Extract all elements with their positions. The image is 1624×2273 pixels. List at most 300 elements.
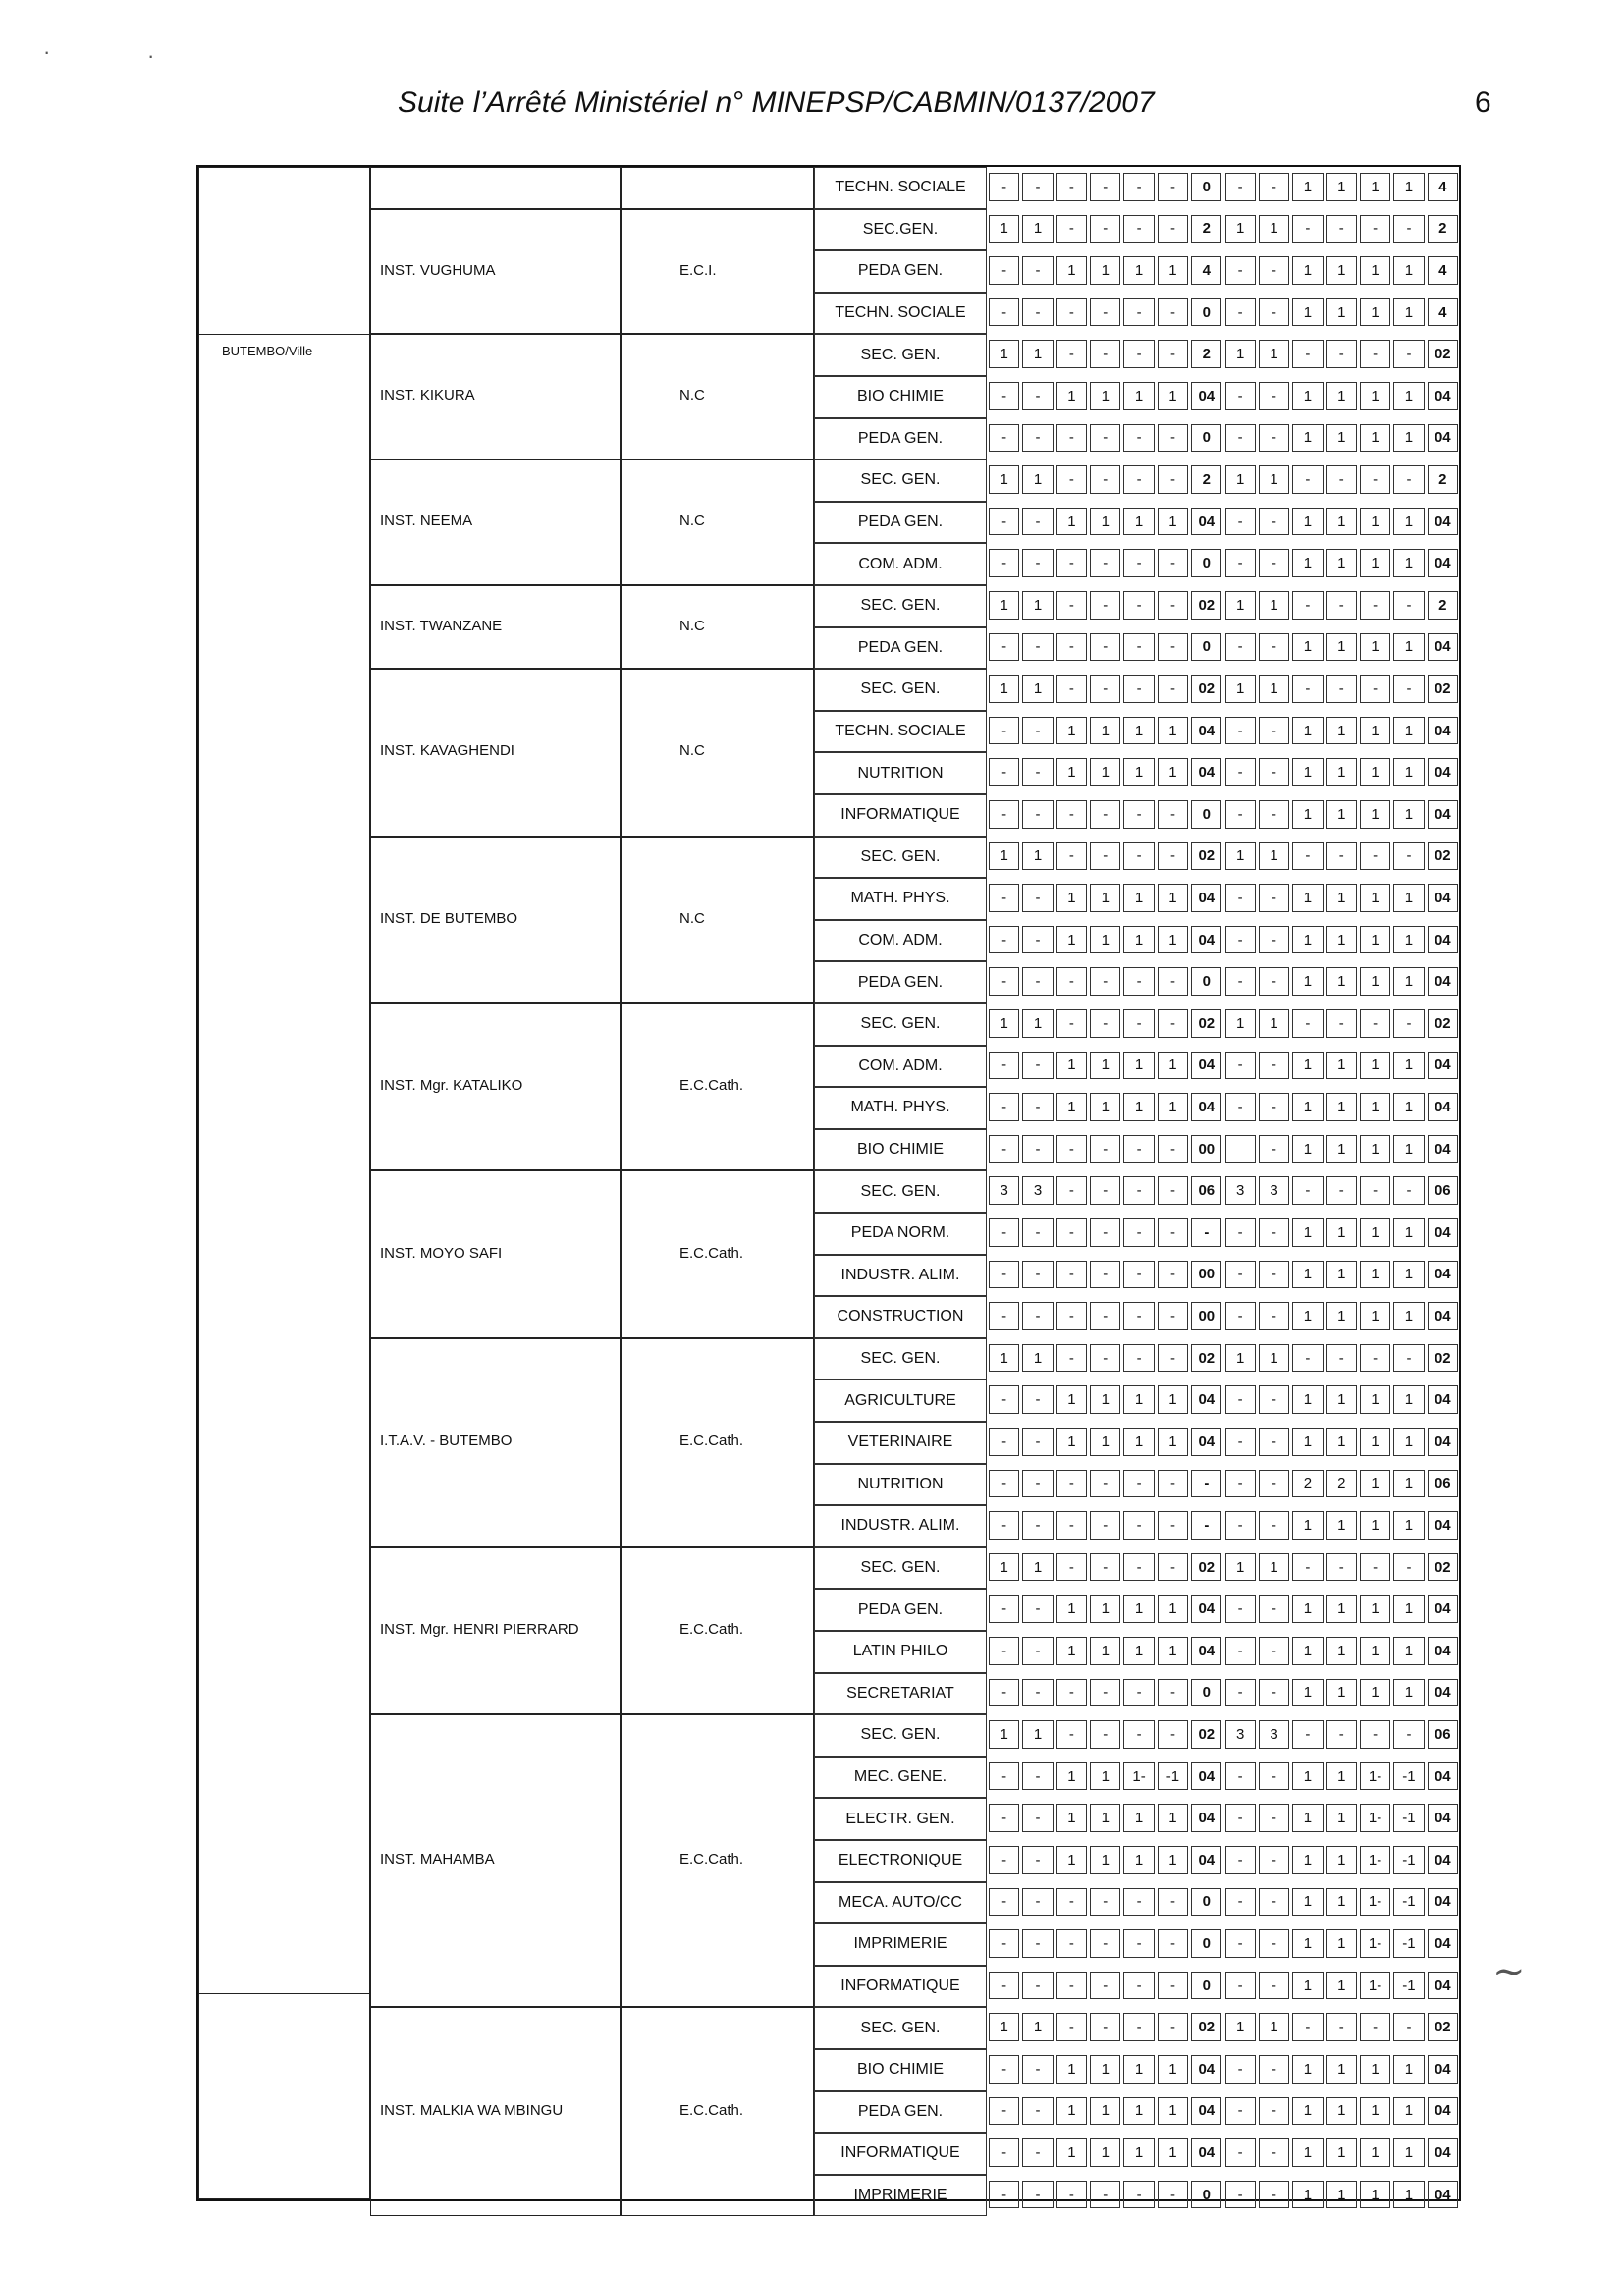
value-cell: - (1056, 1511, 1087, 1540)
value-cell: 1 (1326, 298, 1357, 327)
section-cell: SEC.GEN. (814, 209, 987, 251)
value-cell: - (1259, 382, 1289, 410)
value-cell: - (1225, 1846, 1256, 1874)
value-cell: 1 (1326, 800, 1357, 829)
value-cell: - (1158, 1176, 1188, 1205)
school-name: INST. NEEMA (380, 513, 473, 530)
value-cell: 1 (1292, 1385, 1323, 1414)
value-cell: 1 (1022, 340, 1053, 368)
value-cell: 1 (1326, 549, 1357, 577)
school-name: I.T.A.V. - BUTEMBO (380, 1433, 513, 1450)
value-cell: - (1158, 1218, 1188, 1247)
section-cell: MATH. PHYS. (814, 878, 987, 920)
scan-speck: · (43, 39, 51, 64)
value-cell: 04 (1428, 1972, 1458, 2000)
value-cell: 1 (1158, 1804, 1188, 1832)
section-cell: BIO CHIMIE (814, 1129, 987, 1171)
value-cell: 1 (1056, 2097, 1087, 2126)
value-cell: 04 (1428, 1261, 1458, 1289)
value-cell: - (989, 884, 1019, 912)
value-cell: - (1225, 424, 1256, 453)
value-cell: - (1090, 424, 1120, 453)
value-cell: 1 (1158, 1385, 1188, 1414)
value-cell: 1 (1393, 256, 1424, 285)
value-cell: - (1158, 1135, 1188, 1164)
value-cell: - (1090, 2013, 1120, 2041)
value-cell: 1 (1292, 1052, 1323, 1080)
section-cell: COM. ADM. (814, 920, 987, 962)
value-cell: - (1123, 549, 1154, 577)
value-cell: 1 (1326, 1972, 1357, 2000)
value-cell: 1 (1326, 2097, 1357, 2126)
value-cell: 1 (1158, 2138, 1188, 2167)
value-cell: 04 (1191, 1637, 1221, 1665)
value-cell: 1 (1393, 1595, 1424, 1623)
value-cell: 1- (1360, 1846, 1390, 1874)
value-cell: - (1022, 256, 1053, 285)
value-cell: - (989, 1218, 1019, 1247)
value-cell: - (1056, 1470, 1087, 1498)
value-cell: - (1056, 298, 1087, 327)
value-cell: 1 (1393, 884, 1424, 912)
value-cell: - (1393, 1720, 1424, 1749)
value-cell: 04 (1191, 508, 1221, 536)
value-cell: - (1225, 1470, 1256, 1498)
value-cell: - (1292, 842, 1323, 871)
value-cell: 2 (1191, 215, 1221, 244)
value-cell: 04 (1428, 926, 1458, 954)
value-cell: - (1393, 1553, 1424, 1582)
value-cell: 1 (1292, 508, 1323, 536)
value-cell: 1 (1326, 256, 1357, 285)
value-cell: - (1393, 340, 1424, 368)
value-cell: - (1225, 1052, 1256, 1080)
value-cell: 04 (1428, 2055, 1458, 2084)
value-cell: 04 (1428, 884, 1458, 912)
value-cell: - (989, 1302, 1019, 1330)
value-cell: 04 (1428, 1762, 1458, 1791)
value-cell: 1 (1292, 2181, 1323, 2209)
value-cell: 1 (1393, 1302, 1424, 1330)
value-cell: 1 (1326, 173, 1357, 201)
value-cell: - (989, 2181, 1019, 2209)
school-name: INST. TWANZANE (380, 617, 503, 634)
value-cell: 1 (1292, 424, 1323, 453)
value-cell: - (1056, 675, 1087, 703)
value-cell: - (1090, 1261, 1120, 1289)
value-cell: 0 (1191, 549, 1221, 577)
value-cell: - (1225, 717, 1256, 745)
value-cell: 02 (1428, 2013, 1458, 2041)
value-cell: - (1191, 1470, 1221, 1498)
school-name: INST. MALKIA WA MBINGU (380, 2101, 564, 2119)
value-cell: 06 (1428, 1470, 1458, 1498)
value-cell: - (1123, 298, 1154, 327)
value-cell: - (989, 1135, 1019, 1164)
value-cell: - (1056, 1009, 1087, 1038)
value-cell: - (1123, 591, 1154, 620)
value-cell: 1 (1090, 382, 1120, 410)
value-cell: 1 (1393, 758, 1424, 786)
value-cell: - (1259, 1972, 1289, 2000)
value-cell: - (1259, 967, 1289, 996)
value-cell: 02 (1428, 340, 1458, 368)
value-cell: - (1158, 967, 1188, 996)
value-cell: 04 (1428, 1679, 1458, 1707)
value-cell: - (1326, 1553, 1357, 1582)
value-cell: 04 (1428, 1846, 1458, 1874)
value-cell: 1 (1326, 1762, 1357, 1791)
value-cell: - (1158, 215, 1188, 244)
value-cell: 1 (1393, 800, 1424, 829)
value-cell: - (1022, 633, 1053, 662)
value-cell: 1 (1360, 967, 1390, 996)
value-cell: 1 (1056, 382, 1087, 410)
value-cell: 1 (1022, 2013, 1053, 2041)
value-cell: 3 (1225, 1720, 1256, 1749)
value-cell: 4 (1428, 298, 1458, 327)
value-cell: - (1123, 1553, 1154, 1582)
value-cell: 3 (1259, 1176, 1289, 1205)
value-cell: - (1158, 1929, 1188, 1958)
value-cell: - (1259, 1261, 1289, 1289)
value-cell: - (989, 1093, 1019, 1121)
value-cell: 1 (1022, 1009, 1053, 1038)
value-cell: 1 (1292, 382, 1323, 410)
value-cell: - (1022, 1511, 1053, 1540)
value-cell: 1 (1022, 1344, 1053, 1373)
value-cell: 2 (1191, 465, 1221, 494)
value-cell: 04 (1428, 1135, 1458, 1164)
value-cell: - (1123, 1720, 1154, 1749)
value-cell: - (1090, 1720, 1120, 1749)
value-cell: - (1292, 2013, 1323, 2041)
value-cell: 1 (1360, 424, 1390, 453)
value-cell: - (1123, 1218, 1154, 1247)
value-cell: - (1259, 1428, 1289, 1456)
handwritten-initials: ~ (1492, 1949, 1526, 1994)
value-cell: 04 (1428, 967, 1458, 996)
value-cell: - (1022, 424, 1053, 453)
value-cell: - (1056, 1679, 1087, 1707)
value-cell: 1 (1360, 1511, 1390, 1540)
value-cell: - (1225, 1679, 1256, 1707)
value-cell: 04 (1428, 424, 1458, 453)
value-cell: 1 (1360, 1261, 1390, 1289)
value-cell: 02 (1428, 1553, 1458, 1582)
value-cell: 1 (1393, 1679, 1424, 1707)
value-cell: - (1225, 1929, 1256, 1958)
value-cell: - (1123, 2013, 1154, 2041)
value-cell: 1 (1123, 1637, 1154, 1665)
value-cell: - (1360, 465, 1390, 494)
value-cell: - (1123, 842, 1154, 871)
school-name: INST. VUGHUMA (380, 261, 496, 279)
value-cell: - (1056, 173, 1087, 201)
value-cell: 0 (1191, 1888, 1221, 1917)
value-cell: 04 (1428, 1804, 1458, 1832)
value-cell: 1 (1393, 173, 1424, 201)
value-cell: 1 (1360, 256, 1390, 285)
value-cell: 06 (1428, 1176, 1458, 1205)
value-cell: - (1259, 2055, 1289, 2084)
value-cell: 04 (1428, 2138, 1458, 2167)
value-cell: 1 (1292, 256, 1323, 285)
value-cell: 1 (1225, 340, 1256, 368)
section-cell: SEC. GEN. (814, 1170, 987, 1213)
value-cell: - (1259, 1135, 1289, 1164)
value-cell: 1 (1090, 256, 1120, 285)
value-cell: - (1090, 842, 1120, 871)
value-cell: - (989, 1637, 1019, 1665)
value-cell: 04 (1428, 758, 1458, 786)
value-cell: - (989, 1972, 1019, 2000)
value-cell: 1 (1292, 1888, 1323, 1917)
value-cell: 1 (1090, 1637, 1120, 1665)
value-cell: 1 (989, 2013, 1019, 2041)
value-cell: 1 (1292, 758, 1323, 786)
value-cell: - (1090, 549, 1120, 577)
value-cell: 1 (1123, 382, 1154, 410)
value-cell: 1 (1360, 1093, 1390, 1121)
school-name: INST. MAHAMBA (380, 1851, 495, 1868)
value-cell: - (1158, 1888, 1188, 1917)
value-cell: - (1022, 382, 1053, 410)
value-cell: - (1259, 1846, 1289, 1874)
value-cell: - (1056, 1888, 1087, 1917)
school-name-cell (370, 167, 621, 209)
value-cell: - (1326, 842, 1357, 871)
value-cell: - (1360, 1176, 1390, 1205)
value-cell: 04 (1191, 1093, 1221, 1121)
value-cell: 04 (1428, 508, 1458, 536)
value-cell: - (1090, 465, 1120, 494)
value-cell: 1 (1090, 1804, 1120, 1832)
value-cell: - (1158, 1720, 1188, 1749)
value-cell: - (1326, 1009, 1357, 1038)
value-cell: 02 (1428, 675, 1458, 703)
value-cell: 2 (1292, 1470, 1323, 1498)
value-cell: 1 (1022, 215, 1053, 244)
value-cell: 1 (1326, 1595, 1357, 1623)
value-cell: 04 (1191, 2097, 1221, 2126)
value-cell: 1 (1123, 1846, 1154, 1874)
value-cell: 1 (1259, 2013, 1289, 2041)
value-cell: 1 (1292, 1846, 1323, 1874)
value-cell: 02 (1191, 842, 1221, 871)
value-cell: 04 (1428, 1637, 1458, 1665)
value-cell: 04 (1428, 633, 1458, 662)
value-cell: - (1123, 1679, 1154, 1707)
value-cell: - (1158, 800, 1188, 829)
value-cell: - (1056, 1176, 1087, 1205)
value-cell: 1 (1022, 842, 1053, 871)
value-cell: - (1022, 1428, 1053, 1456)
value-cell: 1 (1393, 633, 1424, 662)
value-cell: - (1022, 1888, 1053, 1917)
value-cell: 1 (1326, 1804, 1357, 1832)
value-cell: - (1090, 1888, 1120, 1917)
section-cell: MATH. PHYS. (814, 1087, 987, 1129)
value-cell: 1 (1292, 1302, 1323, 1330)
value-cell: 1 (1158, 2097, 1188, 2126)
value-cell: 4 (1428, 173, 1458, 201)
value-cell: 1 (1393, 1385, 1424, 1414)
region-divider (198, 1993, 370, 1994)
value-cell: 1 (1259, 340, 1289, 368)
value-cell: 1 (989, 1720, 1019, 1749)
value-cell: - (1022, 1972, 1053, 2000)
value-cell: 04 (1428, 1093, 1458, 1121)
value-cell: - (989, 1385, 1019, 1414)
value-cell: - (1393, 1176, 1424, 1205)
value-cell: 1 (1326, 508, 1357, 536)
value-cell: 1 (1326, 1218, 1357, 1247)
value-cell: - (1259, 1929, 1289, 1958)
value-cell: 1 (1123, 1093, 1154, 1121)
value-cell: 1 (1158, 1093, 1188, 1121)
value-cell: - (1225, 1093, 1256, 1121)
value-cell: 04 (1191, 1385, 1221, 1414)
value-cell: - (989, 717, 1019, 745)
value-cell: 00 (1191, 1302, 1221, 1330)
value-cell: 1 (1292, 1679, 1323, 1707)
value-cell: 06 (1428, 1720, 1458, 1749)
value-cell: 1 (1360, 1135, 1390, 1164)
value-cell: 04 (1428, 1428, 1458, 1456)
value-cell: - (1123, 340, 1154, 368)
value-cell: - (1259, 758, 1289, 786)
value-cell: 1 (1090, 884, 1120, 912)
value-cell: - (1056, 1218, 1087, 1247)
value-cell: 06 (1191, 1176, 1221, 1205)
value-cell: - (1259, 1804, 1289, 1832)
school-org: E.C.I. (679, 261, 717, 279)
section-cell: PEDA GEN. (814, 1589, 987, 1631)
value-cell: 1 (1326, 2138, 1357, 2167)
value-cell: - (1360, 591, 1390, 620)
value-cell: - (1090, 1344, 1120, 1373)
value-cell: 1 (1360, 1595, 1390, 1623)
value-cell: - (1191, 1218, 1221, 1247)
value-cell: -1 (1393, 1929, 1424, 1958)
value-cell: 1 (1123, 1428, 1154, 1456)
scan-speck: · (147, 43, 155, 68)
section-cell: COM. ADM. (814, 543, 987, 585)
value-cell: 1 (1326, 926, 1357, 954)
page-title: Suite l’Arrêté Ministériel n° MINEPSP/CABMIN/0137/2007 (398, 86, 1155, 119)
value-cell: - (1056, 1720, 1087, 1749)
value-cell: - (1225, 1428, 1256, 1456)
value-cell: 1 (1259, 215, 1289, 244)
value-cell: 04 (1428, 2097, 1458, 2126)
value-cell: 02 (1191, 1553, 1221, 1582)
value-cell: - (1056, 1972, 1087, 2000)
section-cell: PEDA GEN. (814, 502, 987, 544)
value-cell: - (1225, 1762, 1256, 1791)
value-cell: - (1259, 1511, 1289, 1540)
value-cell: 1 (1292, 298, 1323, 327)
value-cell: 1 (1360, 926, 1390, 954)
value-cell: - (1259, 1470, 1289, 1498)
value-cell: 1 (989, 1553, 1019, 1582)
value-cell: 2 (1326, 1470, 1357, 1498)
value-cell: 04 (1428, 1511, 1458, 1540)
value-cell: - (1393, 2013, 1424, 2041)
value-cell: 0 (1191, 298, 1221, 327)
section-cell: SEC. GEN. (814, 837, 987, 879)
value-cell: - (1022, 298, 1053, 327)
value-cell: - (1022, 1218, 1053, 1247)
value-cell: - (1326, 215, 1357, 244)
value-cell: - (989, 1929, 1019, 1958)
value-cell: 1 (1393, 2055, 1424, 2084)
value-cell: 04 (1191, 1428, 1221, 1456)
value-cell: - (1022, 1052, 1053, 1080)
school-name: INST. Mgr. KATALIKO (380, 1077, 523, 1095)
value-cell: 4 (1428, 256, 1458, 285)
section-cell: TECHN. SOCIALE (814, 293, 987, 335)
value-cell: 1 (1225, 1344, 1256, 1373)
value-cell: 1 (1056, 1846, 1087, 1874)
value-cell: - (1158, 1302, 1188, 1330)
value-cell: - (1123, 1302, 1154, 1330)
schools-table (196, 165, 1461, 2204)
value-cell: 1 (989, 1009, 1019, 1038)
value-cell: - (1123, 1176, 1154, 1205)
value-cell: 2 (1428, 465, 1458, 494)
value-cell: - (1326, 1344, 1357, 1373)
value-cell: - (1225, 800, 1256, 829)
value-cell: - (1225, 1595, 1256, 1623)
value-cell: - (1090, 1009, 1120, 1038)
value-cell: - (1056, 591, 1087, 620)
value-cell: - (1123, 1929, 1154, 1958)
value-cell: 04 (1191, 2138, 1221, 2167)
value-cell: - (1056, 1135, 1087, 1164)
school-name: INST. Mgr. HENRI PIERRARD (380, 1621, 579, 1638)
value-cell: - (1259, 2138, 1289, 2167)
value-cell: 1 (1158, 508, 1188, 536)
value-cell: - (1393, 591, 1424, 620)
value-cell: 1 (1292, 1637, 1323, 1665)
value-cell: 1 (1326, 1888, 1357, 1917)
value-cell: -1 (1158, 1762, 1188, 1791)
value-cell: 0 (1191, 633, 1221, 662)
value-cell: - (1090, 1972, 1120, 2000)
section-cell: TECHN. SOCIALE (814, 711, 987, 753)
value-cell: - (1158, 1344, 1188, 1373)
value-cell: 1 (1090, 2055, 1120, 2084)
org-cell (621, 167, 814, 209)
value-cell: 04 (1191, 717, 1221, 745)
value-cell: 1 (1393, 298, 1424, 327)
value-cell: - (1056, 215, 1087, 244)
value-cell: 1 (1123, 2055, 1154, 2084)
value-cell: - (1090, 1470, 1120, 1498)
value-cell: - (1056, 967, 1087, 996)
value-cell: - (989, 633, 1019, 662)
value-cell: - (1123, 1470, 1154, 1498)
value-cell: - (1225, 1972, 1256, 2000)
value-cell: 1 (1326, 1135, 1357, 1164)
value-cell: - (989, 256, 1019, 285)
org-cell (621, 585, 814, 669)
school-name: INST. KIKURA (380, 387, 475, 405)
value-cell: 1 (989, 591, 1019, 620)
section-cell: INFORMATIQUE (814, 1966, 987, 2008)
value-cell: - (1022, 967, 1053, 996)
